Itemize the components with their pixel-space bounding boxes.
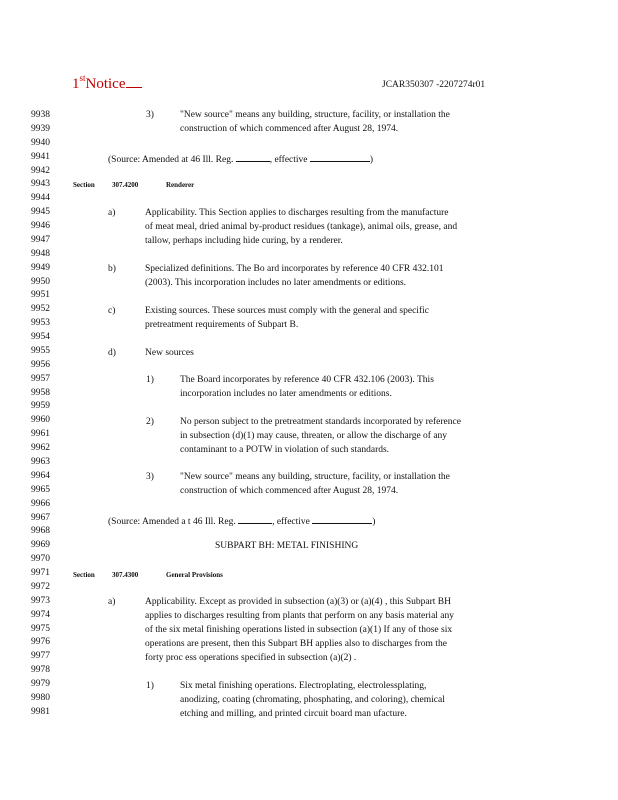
item-label: c) [108,306,116,316]
source-prefix: (Source: Amended at 46 Ill. Reg. [108,155,234,165]
document-id: JCAR350307 -2207274r01 [382,80,486,90]
item-label: 1) [146,375,154,385]
blank-line [238,514,272,524]
source-mid: , effective [269,155,308,165]
text-line: New sources [145,348,194,358]
line-number: 9961 [31,429,50,440]
item-label: 1) [146,681,154,691]
line-number: 9950 [31,276,50,287]
item-label: 3) [146,110,154,120]
source-prefix: (Source: Amended a t 46 Ill. Reg. [108,517,236,527]
line-number: 9945 [31,207,50,218]
section-number: 307.4200 [112,181,139,189]
line-number: 9973 [31,595,50,606]
notice-header [72,74,142,93]
line-number: 9963 [31,457,50,467]
text-line: forty proc ess operations specified in subsection (a)(2) . [145,653,357,663]
line-number: 9951 [31,290,50,301]
text-line: Applicability. Except as provided in subsection (a)(3) or (a)(4) , this Subpart BH [145,597,451,607]
line-number: 9956 [31,359,50,370]
line-number: 9940 [31,137,50,148]
blank-line [312,514,372,524]
section-word: Section [73,571,95,579]
blank-line [236,152,270,162]
line-number: 9959 [31,401,50,412]
line-number: 9938 [31,110,50,120]
line-number: 9955 [31,345,50,356]
line-number: 9942 [31,165,50,176]
notice-sup: st [79,73,86,83]
item-label: d) [108,348,116,358]
text-line: incorporation includes no later amendments or editions. [180,389,392,399]
line-number: 9952 [31,304,50,315]
notice-underline [126,75,142,88]
line-number: 9947 [31,234,50,245]
section-title: Renderer [166,181,195,189]
text-line: anodizing, coating (chromating, phosphating, and coloring), chemical [180,695,445,705]
line-number: 9939 [31,123,50,134]
text-line: Applicability. This Section applies to discharges resulting from the manufacture [145,208,449,218]
line-number: 9978 [31,665,50,676]
subpart-heading: SUBPART BH: METAL FINISHING [215,541,359,551]
blank-line [310,152,370,162]
line-number: 9979 [31,679,50,690]
text-line: of the six metal finishing operations listed in subsection (a)(1) If any of those six [145,625,453,635]
line-number: 9964 [31,470,50,481]
notice-word: Notice [85,76,126,92]
source-end: ) [369,155,374,165]
text-line: applies to discharges resulting from plants that perform on any basis material any [145,611,455,621]
text-line: Specialized definitions. The Bo ard incorporates by reference 40 CFR 432.101 [145,264,444,274]
line-number: 9970 [31,554,50,565]
line-number: 9981 [31,706,50,717]
text-line: contaminant to a POTW in violation of such standards. [180,445,390,455]
text-line: Six metal finishing operations. Electroplating, electrolessplating, [180,681,427,691]
source-end: ) [372,517,376,527]
line-number: 9972 [31,581,50,592]
text-line: No person subject to the pretreatment standards incorporated by reference [180,417,461,427]
text-line: in subsection (d)(1) may cause, threaten, or allow the discharge of any [180,431,448,441]
line-number: 9974 [31,609,50,620]
text-line: (2003). This incorporation includes no later amendments or editions. [145,278,407,288]
text-line: "New source" means any building, structure, facility, or installation the [180,110,450,120]
line-number: 9949 [31,262,50,273]
text-line: Existing sources. These sources must comply with the general and specific [145,306,429,316]
section-word: Section [73,181,95,189]
line-number: 9957 [31,373,50,384]
line-number: 9954 [31,332,50,343]
line-number: 9980 [31,692,50,703]
text-line: of meat meal, dried animal by-product residues (tankage), animal oils, grease, and [145,222,458,232]
section-number: 307.4300 [112,571,139,579]
line-number: 9968 [31,526,50,537]
text-line: operations are present, then this Subpart BH applies also to discharges from the [145,639,447,649]
text-line: construction of which commenced after August 28, 1974. [180,486,399,496]
line-number: 9948 [31,248,50,259]
line-number: 9960 [31,415,50,426]
text-line: pretreatment requirements of Subpart B. [145,320,299,330]
line-number: 9965 [31,484,50,495]
line-number: 9944 [31,193,50,204]
text-line: etching and milling, and printed circuit board man ufacture. [180,709,407,719]
source-mid: , effective [272,517,310,527]
source-note [108,514,375,527]
line-number: 9958 [31,387,50,398]
text-line: construction of which commenced after August 28, 1974. [180,124,399,134]
line-number: 9966 [31,498,50,509]
line-number: 9941 [31,151,50,162]
item-label: 3) [146,472,154,482]
notice-prefix: 1 [72,76,80,92]
line-number: 9976 [31,637,50,648]
source-note [108,152,373,165]
line-number: 9946 [31,221,50,232]
line-number: 9967 [31,512,50,523]
item-label: 2) [146,417,154,427]
text-line: The Board incorporates by reference 40 CFR 432.106 (2003). This [180,375,434,385]
line-number: 9977 [31,651,50,662]
line-number: 9953 [31,318,50,329]
line-number: 9975 [31,623,50,634]
item-label: a) [108,597,116,607]
text-line: tallow, perhaps including hide curing, by a renderer. [145,236,343,246]
line-number: 9971 [31,568,50,579]
item-label: b) [108,264,116,274]
line-number: 9962 [31,443,50,454]
text-line: "New source" means any building, structure, facility, or installation the [180,472,450,482]
item-label: a) [108,208,116,218]
line-number: 9969 [31,540,50,551]
line-number: 9943 [31,179,50,190]
section-title: General Provisions [166,571,223,579]
